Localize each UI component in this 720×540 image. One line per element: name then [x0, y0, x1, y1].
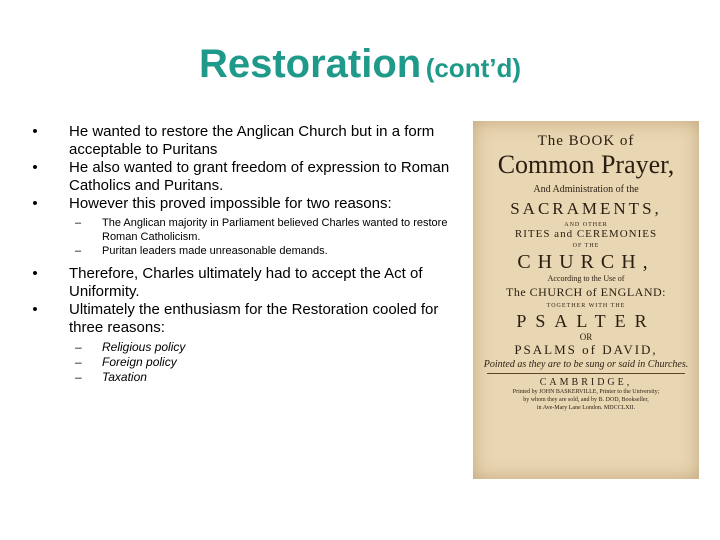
- bullet-text: Therefore, Charles ultimately had to accept the Act of Uniformity.: [69, 265, 423, 300]
- sub-bullet-list-2: [30, 340, 460, 385]
- book-line: AND OTHER: [564, 222, 608, 228]
- bullet-text: He wanted to restore the Anglican Church but in a form acceptable to Puritans: [69, 123, 435, 158]
- dash-marker: –: [75, 245, 82, 257]
- dash-marker: –: [75, 217, 82, 229]
- sub-bullet-item: [30, 355, 460, 370]
- book-line: According to the Use of: [547, 274, 625, 283]
- book-line: And Administration of the: [533, 184, 639, 195]
- dash-marker: –: [75, 370, 82, 384]
- book-line: CAMBRIDGE,: [539, 377, 633, 388]
- book-line: PSALTER: [516, 311, 656, 331]
- book-line: Pointed as they are to be sung or said in Churches.: [483, 359, 689, 370]
- book-line: CHURCH,: [517, 251, 655, 273]
- sub-bullet-text: Religious policy: [102, 340, 186, 354]
- bullet-text: However this proved impossible for two reasons:: [69, 195, 392, 212]
- book-line: in Ave-Mary Lane London. MDCCLXII.: [536, 405, 636, 411]
- bullet-text: Ultimately the enthusiasm for the Restoration cooled for three reasons:: [69, 301, 439, 336]
- book-line: SACRAMENTS,: [510, 199, 662, 218]
- sub-bullet-text: Taxation: [102, 370, 147, 384]
- book-divider: [487, 373, 685, 374]
- bullet-marker: •: [32, 265, 38, 282]
- book-line: by whom they are sold, and by B. DOD, Bookseller,: [523, 397, 649, 403]
- bullet-list-1: [30, 123, 460, 213]
- bullet-marker: •: [32, 159, 38, 176]
- bullet-item: [30, 265, 460, 301]
- bullet-marker: •: [32, 301, 38, 318]
- sub-bullet-text: Foreign policy: [102, 355, 177, 369]
- book-line: The BOOK of: [537, 133, 635, 149]
- bullet-item: [30, 195, 460, 213]
- book-line: Printed by JOHN BASKERVILLE, Printer to the University;: [512, 389, 660, 395]
- sub-bullet-text: Puritan leaders made unreasonable demands.: [102, 245, 328, 257]
- book-of-common-prayer-title-page-image: [473, 121, 699, 479]
- book-line: RITES and CEREMONIES: [514, 228, 658, 240]
- bullet-item: [30, 301, 460, 337]
- bullet-item: [30, 159, 460, 195]
- dash-marker: –: [75, 340, 82, 354]
- bullet-marker: •: [32, 123, 38, 140]
- sub-bullet-item: [30, 340, 460, 355]
- sub-bullet-list-1: [30, 216, 460, 258]
- sub-bullet-text: The Anglican majority in Parliament believed Charles wanted to restore Roman Catholicism.: [102, 217, 448, 243]
- slide-title: [0, 42, 720, 87]
- sub-bullet-item: [30, 244, 460, 258]
- book-line: TOGETHER WITH THE: [546, 303, 626, 309]
- slide-body: [30, 123, 460, 392]
- dash-marker: –: [75, 355, 82, 369]
- bullet-text: He also wanted to grant freedom of expression to Roman Catholics and Puritans.: [69, 159, 450, 194]
- book-line: Common Prayer,: [497, 150, 675, 179]
- bullet-list-2: [30, 265, 460, 337]
- book-line: PSALMS of DAVID,: [514, 342, 658, 357]
- book-line: OR: [579, 332, 593, 342]
- slide-title-main: Restoration: [198, 42, 422, 86]
- slide-title-subtitle: (cont’d): [425, 53, 521, 83]
- sub-bullet-item: [30, 216, 460, 244]
- book-line: OF THE: [572, 243, 600, 249]
- sub-bullet-item: [30, 370, 460, 385]
- book-line: The CHURCH of ENGLAND:: [506, 285, 666, 299]
- bullet-item: [30, 123, 460, 159]
- bullet-marker: •: [32, 195, 38, 212]
